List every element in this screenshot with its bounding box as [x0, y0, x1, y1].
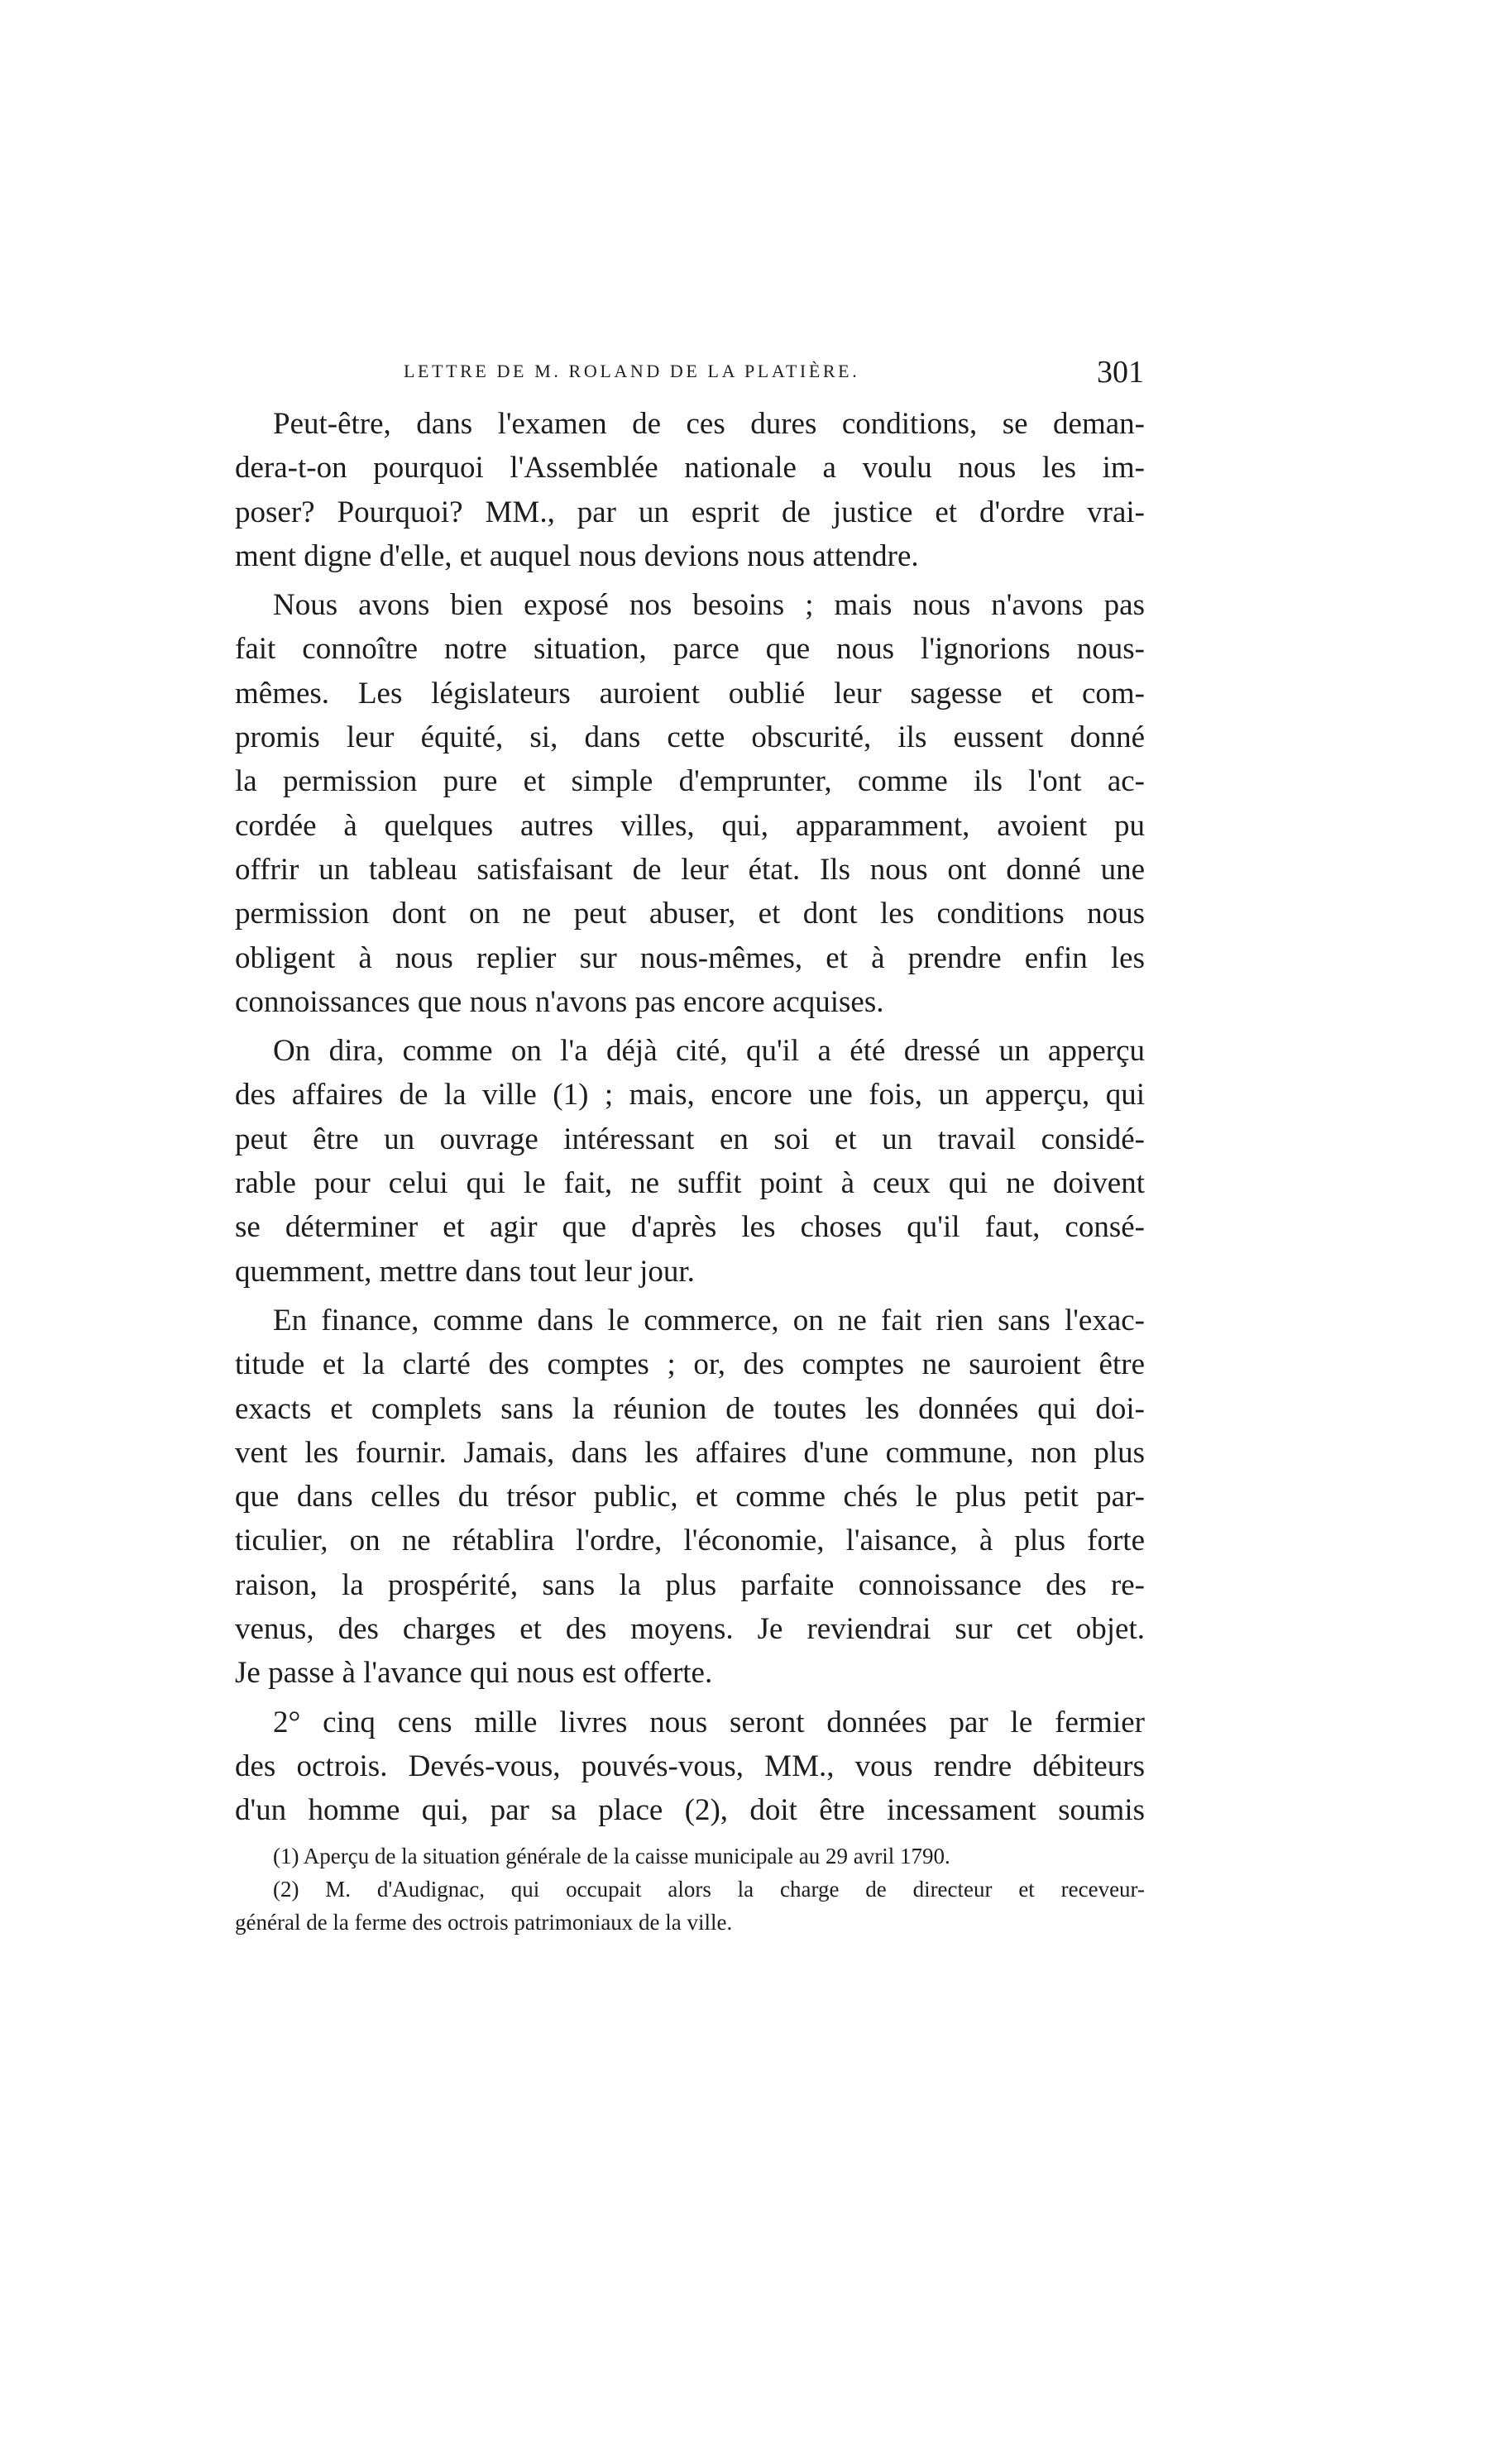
running-title: LETTRE DE M. ROLAND DE LA PLATIÈRE.	[404, 361, 860, 381]
text-line: raison, la prospérité, sans la plus parfaite connoissance des re-	[235, 1567, 1145, 1602]
paragraph	[235, 1029, 1145, 1294]
paragraph	[235, 1299, 1145, 1696]
text-line: venus, des charges et des moyens. Je reviendrai sur cet objet.	[235, 1612, 1145, 1647]
text-line: promis leur équité, si, dans cette obscurité, ils eussent donné	[235, 720, 1145, 755]
text-line: ticulier, on ne rétablira l'ordre, l'économie, l'aisance, à plus forte	[235, 1524, 1145, 1558]
text-line: mêmes. Les législateurs auroient oublié leur sagesse et com-	[235, 676, 1145, 710]
text-line: cordée à quelques autres villes, qui, apparamment, avoient pu	[235, 808, 1145, 843]
text-line: rable pour celui qui le fait, ne suffit point à ceux qui ne doivent	[235, 1166, 1145, 1201]
text-line: 2° cinq cens mille livres nous seront données par le fermier	[273, 1705, 1145, 1739]
text-line: peut être un ouvrage intéressant en soi et un travail considé-	[235, 1122, 1145, 1156]
text-line: titude et la clarté des comptes ; or, des comptes ne sauroient être	[235, 1347, 1145, 1382]
footnote	[235, 1873, 1145, 1939]
text-line: Peut-être, dans l'examen de ces dures conditions, se deman-	[273, 407, 1145, 441]
text-line: On dira, comme on l'a déjà cité, qu'il a été dressé un apperçu	[273, 1034, 1145, 1069]
text-line: Je passe à l'avance qui nous est offerte.	[235, 1656, 713, 1691]
text-line: permission dont on ne peut abuser, et dont les conditions nous	[235, 897, 1145, 931]
text-line: quemment, mettre dans tout leur jour.	[235, 1254, 695, 1289]
text-line: Nous avons bien exposé nos besoins ; mais nous n'avons pas	[273, 588, 1145, 623]
footnote-line: général de la ferme des octrois patrimoniaux de la ville.	[235, 1910, 733, 1935]
text-line: offrir un tableau satisfaisant de leur état. Ils nous ont donné une	[235, 852, 1145, 887]
text-line: se déterminer et agir que d'après les choses qu'il faut, consé-	[235, 1210, 1145, 1245]
text-line: obligent à nous replier sur nous-mêmes, et à prendre enfin les	[235, 940, 1145, 975]
footnote-line: (1) Aperçu de la situation générale de la caisse municipale au 29 avril 1790.	[273, 1844, 950, 1868]
footnotes	[235, 1840, 1145, 1939]
text-line: d'un homme qui, par sa place (2), doit être incessament soumis	[235, 1793, 1145, 1828]
footnote	[235, 1840, 1145, 1873]
paragraph	[235, 583, 1145, 1024]
text-line: ment digne d'elle, et auquel nous devions nous attendre.	[235, 538, 919, 573]
page-number: 301	[1097, 355, 1144, 390]
text-line: vent les fournir. Jamais, dans les affaires d'une commune, non plus	[235, 1435, 1145, 1470]
footnote-line: (2) M. d'Audignac, qui occupait alors la charge de directeur et receveur-	[273, 1877, 1145, 1902]
body-text	[235, 402, 1145, 1838]
text-line: que dans celles du trésor public, et comme chés le plus petit par-	[235, 1480, 1145, 1514]
text-line: connoissances que nous n'avons pas encore acquises.	[235, 984, 884, 1019]
text-line: exacts et complets sans la réunion de toutes les données qui doi-	[235, 1391, 1145, 1426]
paragraph	[235, 1701, 1145, 1833]
paragraph	[235, 402, 1145, 578]
text-line: dera-t-on pourquoi l'Assemblée nationale a voulu nous les im-	[235, 451, 1145, 486]
text-line: des octrois. Devés-vous, pouvés-vous, MM., vous rendre débiteurs	[235, 1749, 1145, 1783]
running-head	[404, 354, 1144, 390]
text-line: poser? Pourquoi? MM., par un esprit de justice et d'ordre vrai-	[235, 495, 1145, 529]
text-line: fait connoître notre situation, parce que nous l'ignorions nous-	[235, 632, 1145, 667]
text-line: la permission pure et simple d'emprunter, comme ils l'ont ac-	[235, 764, 1145, 799]
text-line: des affaires de la ville (1) ; mais, encore une fois, un apperçu, qui	[235, 1078, 1145, 1112]
text-line: En finance, comme dans le commerce, on ne fait rien sans l'exac-	[273, 1303, 1145, 1337]
